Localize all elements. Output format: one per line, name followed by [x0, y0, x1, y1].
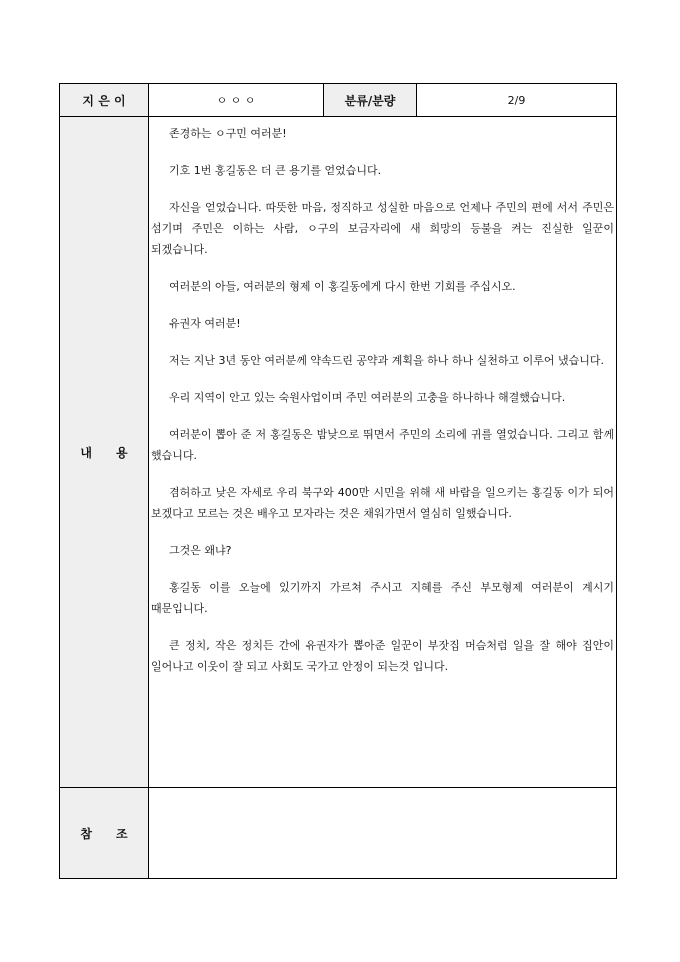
paragraph: 저는 지난 3년 동안 여러분께 약속드린 공약과 계획을 하나 하나 실천하고 이루어 냈습니다.	[169, 354, 604, 367]
category-value: 2/9	[507, 93, 526, 107]
paragraph: 자신을 얻었습니다. 따뜻한 마음, 정직하고 성실한 마음으로 언제나 주민의 편에 서서 주민은 섬기며 주민은 이하는 사람, ㅇ구의 보금자리에 새 희망의 등불을 켜는 진실한 일꾼이 되겠습니다.	[151, 201, 614, 256]
reference-content	[149, 788, 616, 878]
header-row	[60, 84, 616, 117]
paragraph: 기호 1번 홍길동은 더 큰 용기를 얻었습니다.	[169, 164, 382, 177]
paragraph: 겸허하고 낮은 자세로 우리 북구와 400만 시민을 위해 새 바람을 일으키는 홍길동 이가 되어 보겠다고 모르는 것은 배우고 모자라는 것은 채워가면서 열심히 일했습니다.	[151, 486, 614, 520]
author-value: ㅇ ㅇ ㅇ	[149, 84, 324, 116]
paragraph: 유권자 여러분!	[169, 317, 241, 330]
paragraph: 여러분의 아들, 여러분의 형제 이 홍길동에게 다시 한번 기회를 주십시오.	[169, 280, 516, 293]
paragraph: 존경하는 ㅇ구민 여러분!	[169, 127, 287, 140]
paragraph: 홍길동 이를 오늘에 있기까지 가르쳐 주시고 지혜를 주신 부모형제 여러분이 계시기 때문입니다.	[151, 581, 614, 615]
content-text	[149, 117, 616, 787]
paragraph: 그것은 왜냐?	[169, 544, 232, 557]
reference-row	[60, 788, 616, 878]
paragraph: 큰 정치, 작은 정치든 간에 유권자가 뽑아준 일꾼이 부잣집 머슴처럼 일을 잘 해야 집안이 일어나고 이웃이 잘 되고 사회도 국가고 안정이 되는것 입니다.	[151, 639, 614, 673]
author-label: 지 은 이	[60, 84, 149, 116]
paragraph: 우리 지역이 안고 있는 숙원사업이며 주민 여러분의 고충을 하나하나 해결했습니다.	[169, 391, 566, 404]
category-label: 분류/분량	[324, 84, 417, 116]
paragraph: 여러분이 뽑아 준 저 홍길동은 밤낮으로 뛰면서 주민의 소리에 귀를 열었습니다. 그리고 함께 했습니다.	[151, 428, 614, 462]
content-label: 내 용	[60, 117, 149, 787]
speech-form-table	[59, 83, 617, 879]
content-row	[60, 117, 616, 788]
reference-label: 참 조	[60, 788, 149, 878]
